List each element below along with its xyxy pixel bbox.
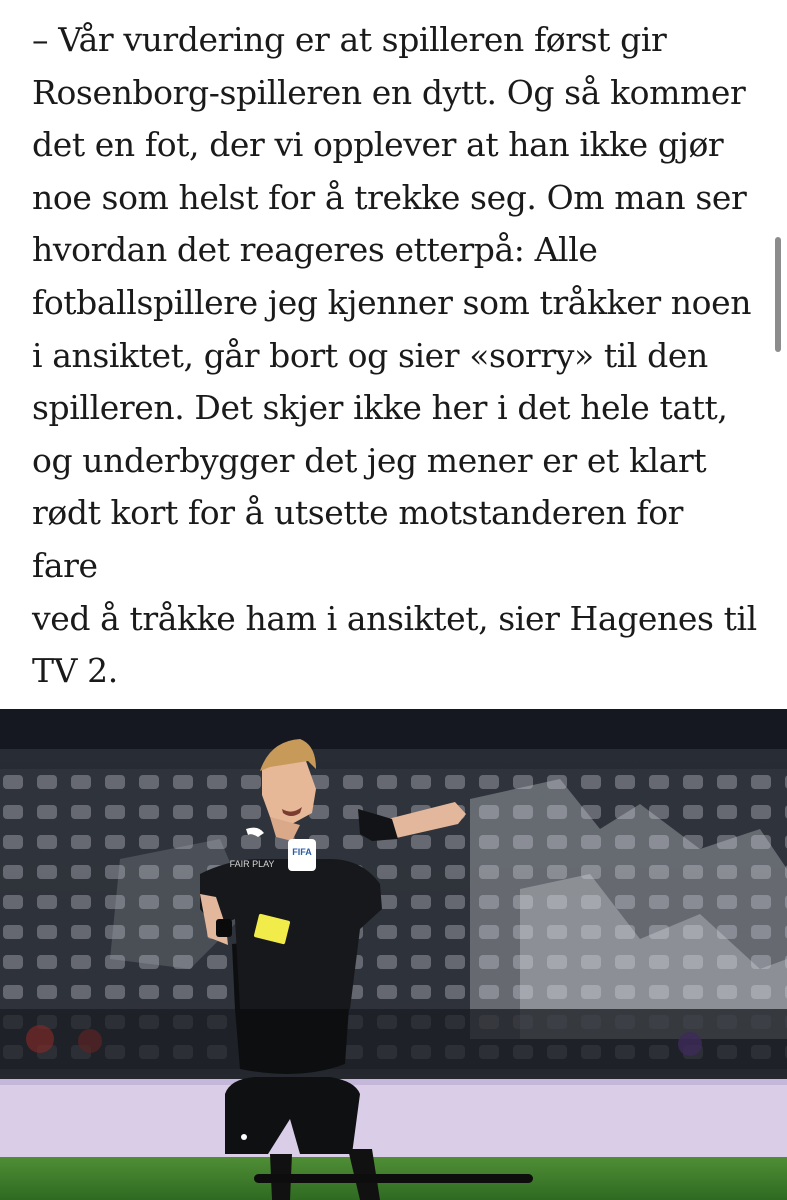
advertising-board [0, 1079, 787, 1157]
crowd [0, 1009, 787, 1069]
scrollbar[interactable] [775, 237, 781, 352]
article-photo[interactable] [0, 709, 787, 1200]
stadium-roof [0, 709, 787, 749]
home-indicator[interactable] [254, 1174, 533, 1183]
fair-play-patch-text: FAIR PLAY [229, 859, 275, 869]
fifa-badge-text: FIFA [292, 847, 312, 857]
quote-paragraph: – Vår vurdering er at spilleren først gir Rosenborg-spilleren en dytt. Og så kommer det en fot, der vi opplever at han ikke gjør noe som helst for å trekke seg. Om man ser hvordan det reageres etterpå: Alle fotballspillere jeg kjenner som tråkker noen i ansiktet, går bort og sier «sorry» til den spilleren. Det skjer ikke her i det hele tatt, og underbygger det jeg mener er et klart rødt kort for å utsette motstanderen for fare ved å tråkke ham i ansiktet, sier Hagenes til TV 2. [32, 20, 757, 691]
article-body [32, 14, 757, 698]
photo-illustration [0, 709, 787, 1200]
